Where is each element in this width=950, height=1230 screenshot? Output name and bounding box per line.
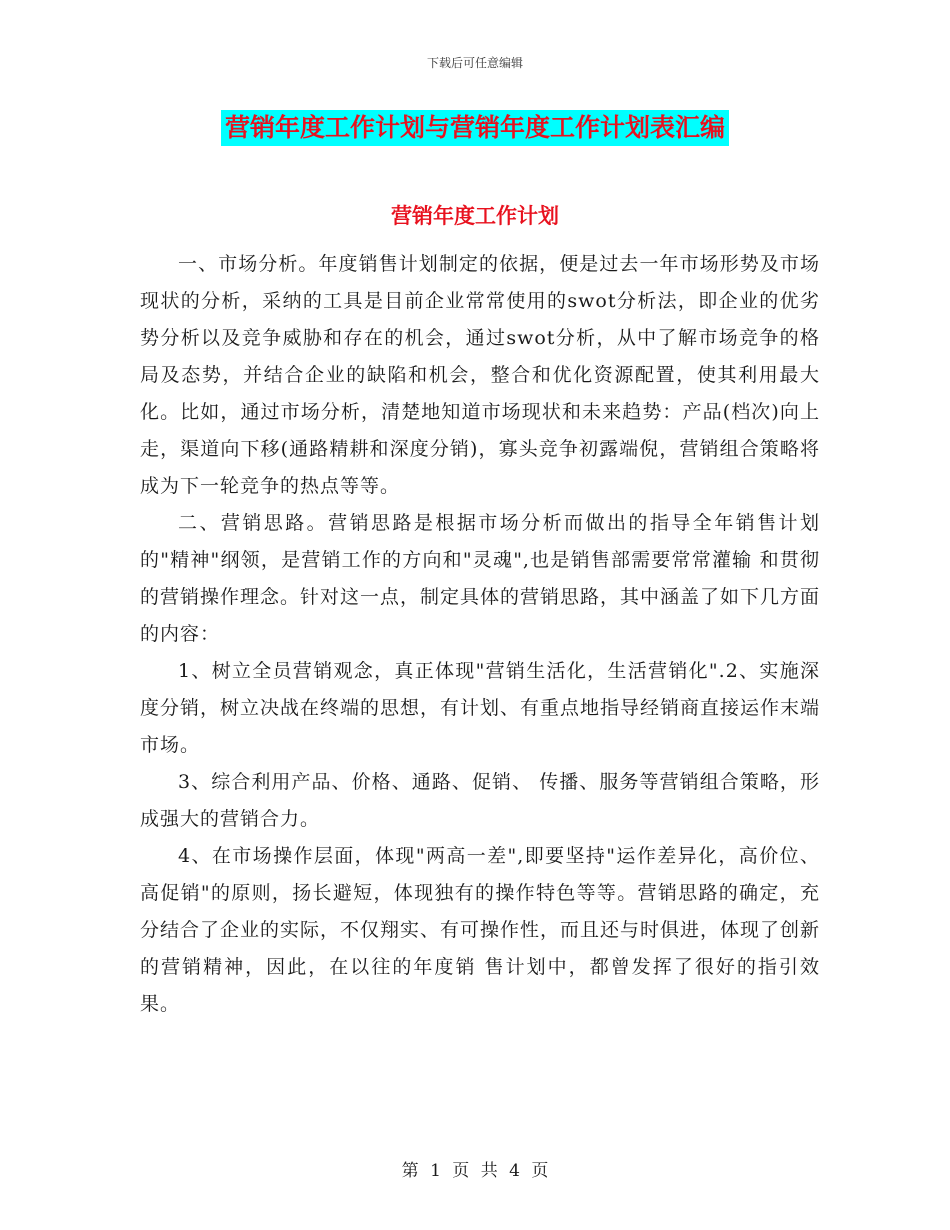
main-title-container	[0, 110, 950, 146]
paragraph-market-analysis: 一、市场分析。年度销售计划制定的依据，便是过去一年市场形势及市场现状的分析，采纳的工具是目前企业常常使用的swot分析法，即企业的优劣势分析以及竞争威胁和存在的机会，通过swot分析，从中了解市场竞争的格局及态势，并结合企业的缺陷和机会，整合和优化资源配置，使其利用最大化。比如，通过市场分析，清楚地知道市场现状和未来趋势：产品(档次)向上走，渠道向下移(通路精耕和深度分销)，寡头竞争初露端倪，营销组合策略将成为下一轮竞争的热点等等。	[140, 253, 820, 497]
paragraph-marketing-ideas: 二、营销思路。营销思路是根据市场分析而做出的指导全年销售计划的"精神"纲领，是营销工作的方向和"灵魂",也是销售部需要常常灌输 和贯彻的营销操作理念。针对这一点，制定具体的营销思路，其中涵盖了如下几方面的内容：	[140, 512, 821, 645]
section-title: 营销年度工作计划	[391, 204, 559, 228]
header-note: 下载后可任意编辑	[426, 56, 523, 70]
paragraph-point-1-2: 1、树立全员营销观念，真正体现"营销生活化，生活营销化".2、实施深度分销，树立决战在终端的思想，有计划、有重点地指导经销商直接运作末端市场。	[140, 660, 821, 756]
paragraph-point-3: 3、综合利用产品、价格、通路、促销、 传播、服务等营销组合策略，形成强大的营销合力。	[140, 771, 820, 830]
paragraph-point-4: 4、在市场操作层面，体现"两高一差",即要坚持"运作差异化，高价位、高促销"的原则，扬长避短，体现独有的操作特色等等。营销思路的确定，充分结合了企业的实际，不仅翔实、有可操作性，而且还与时俱进，体现了创新的营销精神，因此，在以往的年度销 售计划中，都曾发挥了很好的指引效果。	[140, 845, 821, 1015]
document-body	[140, 246, 820, 1023]
page-number: 第 1 页 共 4 页	[401, 1161, 549, 1181]
document-title: 营销年度工作计划与营销年度工作计划表汇编	[221, 110, 729, 146]
